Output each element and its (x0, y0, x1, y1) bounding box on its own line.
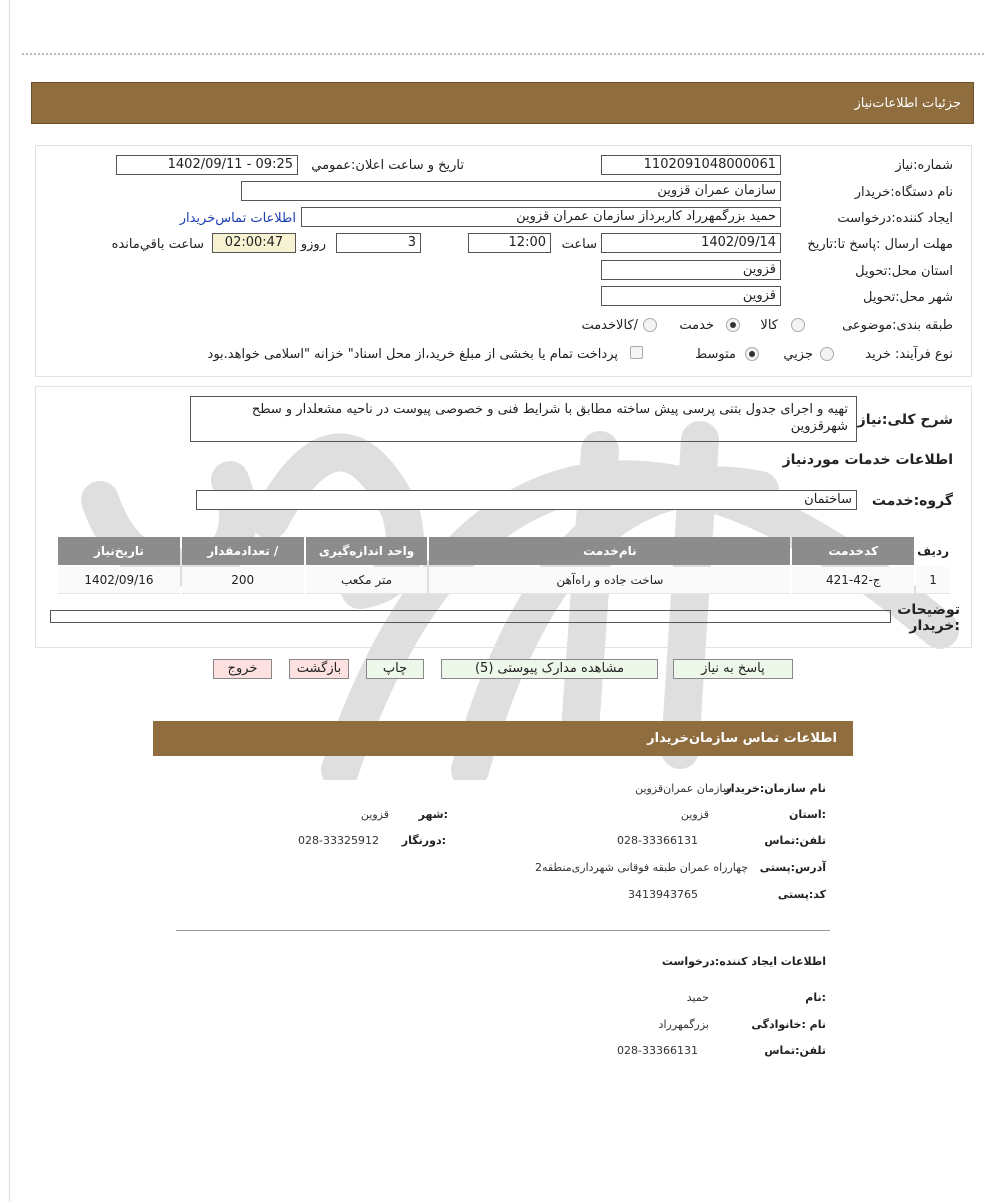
buyer-org-label: نام دستگاه:خریدار (854, 185, 953, 200)
announce-label: تاریخ و ساعت اعلان:عمومي (311, 158, 464, 173)
city-field: قزوین (601, 286, 781, 306)
table-header-row (58, 537, 950, 565)
need-info-panel (35, 145, 972, 377)
cell-row-number: 1 (916, 567, 950, 594)
service-group-field: ساختمان (196, 490, 857, 510)
process-option-medium: متوسط (695, 347, 736, 362)
city-label: شهر محل:تحویل (863, 290, 953, 305)
col-unit: واحد اندازه‌گیری (306, 537, 428, 565)
print-button[interactable]: چاپ (366, 659, 424, 679)
table-row (58, 567, 950, 594)
creator-name-label: :نام (805, 991, 826, 1004)
contact-postal-value: 3413943765 (628, 888, 698, 901)
breadcrumb: جزئیات اطلاعات‌نیاز (854, 96, 961, 111)
services-table (56, 535, 952, 596)
contact-city-value: قزوین (360, 808, 389, 821)
category-label: طبقه بندی:موضوعی (842, 318, 953, 333)
contact-province-label: :استان (789, 808, 826, 821)
service-group-label: گروه:خدمت (871, 493, 953, 509)
contact-address-value: چهارراه عمران طبقه فوقانی شهرداری‌منطقه2 (534, 861, 748, 874)
contact-province-value: قزوین (680, 808, 709, 821)
buyer-notes-label: توضیحات :خریدار (897, 602, 960, 634)
description-text: تهیه و اجرای جدول بتنی پرسی پیش ساخته مطابق با شرایط فنی و خصوصی پیوست در ناحیه مشعلدار و سطح شهرقزوین (190, 396, 857, 442)
province-field: قزوین (601, 260, 781, 280)
contact-org-value: سازمان عمران‌قزوین (635, 782, 732, 795)
col-service-name: نام‌خدمت (429, 537, 790, 565)
category-option-service: خدمت (679, 318, 714, 333)
services-heading: اطلاعات خدمات موردنیاز (782, 452, 953, 468)
col-row-number: ردیف (916, 537, 950, 565)
creator-phone-value: 028-33366131 (617, 1044, 698, 1057)
announce-date-field: 1402/09/11 - 09:25 (116, 155, 298, 175)
process-label: نوع فرآیند: خرید (865, 347, 953, 362)
creator-family-value: بزرگمهرراد (658, 1018, 709, 1031)
category-radio-goods[interactable] (791, 318, 805, 332)
buyer-contact-link[interactable]: اطلاعات تماس‌خریدار (179, 211, 296, 226)
description-label: شرح کلی:نیاز (857, 412, 953, 428)
col-need-date: تاریخ‌نیاز (58, 537, 180, 565)
category-radio-service[interactable] (726, 318, 740, 332)
contact-divider (176, 930, 830, 931)
contact-postal-label: کد:پستی (777, 888, 826, 901)
reply-button[interactable]: پاسخ به نیاز (673, 659, 793, 679)
deadline-time-field: 12:00 (468, 233, 551, 253)
days-field: 3 (336, 233, 421, 253)
remaining-time-field: 02:00:47 (212, 233, 296, 253)
cell-need-date: 1402/09/16 (58, 567, 180, 594)
page-left-border (9, 0, 10, 1202)
cell-service-name: ساخت جاده و راه‌آهن (429, 567, 790, 594)
top-dotted-divider (22, 53, 984, 55)
treasury-payment-checkbox[interactable] (630, 346, 643, 359)
deadline-time-label: ساعت (561, 237, 597, 252)
need-number-label: شماره:نیاز (895, 158, 953, 173)
buyer-contact-title: اطلاعات تماس سازمان‌خریدار (647, 731, 837, 746)
buyer-org-field: سازمان عمران قزوین (241, 181, 781, 201)
category-radio-goods-service[interactable] (643, 318, 657, 332)
creator-label: ایجاد کننده:درخواست (837, 211, 953, 226)
attachments-button[interactable]: مشاهده مدارک پیوستی (5) (441, 659, 658, 679)
treasury-payment-note: پرداخت تمام یا بخشی از مبلغ خرید،از محل اسناد" خزانه "اسلامی خواهد.بود (207, 347, 618, 362)
days-label: روزو (300, 237, 326, 252)
cell-service-code: ج-42-421 (792, 567, 914, 594)
province-label: استان محل:تحویل (855, 264, 953, 279)
category-option-goods-service: /کالاخدمت (581, 318, 638, 333)
col-quantity: / تعدادمقدار (182, 537, 304, 565)
process-option-minor: جزيي (783, 347, 813, 362)
back-button[interactable]: بازگشت (289, 659, 349, 679)
contact-org-label: نام سازمان:خریدار (724, 782, 826, 795)
buyer-notes-field (50, 610, 891, 623)
contact-phone-label: تلفن:تماس (764, 834, 826, 847)
creator-field: حمید بزرگمهرراد کاربرداز سازمان عمران قزوین (301, 207, 781, 227)
cell-quantity: 200 (182, 567, 304, 594)
creator-family-label: نام :خانوادگی (751, 1018, 826, 1031)
buyer-contact-header (153, 721, 853, 756)
deadline-date-field: 1402/09/14 (601, 233, 781, 253)
exit-button[interactable]: خروج (213, 659, 272, 679)
creator-info-title: اطلاعات ایجاد کننده:درخواست (661, 955, 826, 968)
cell-unit: متر مکعب (306, 567, 428, 594)
need-number-field: 1102091048000061 (601, 155, 781, 175)
col-service-code: کدخدمت (792, 537, 914, 565)
remaining-label: ساعت باقي‌مانده (111, 237, 204, 252)
contact-fax-label: :دورنگار (401, 834, 446, 847)
deadline-label: مهلت ارسال :پاسخ تا:تاریخ (807, 237, 953, 252)
page-header-bar (31, 82, 974, 124)
process-radio-medium[interactable] (745, 347, 759, 361)
category-option-goods: کالا (760, 318, 778, 333)
contact-phone-value: 028-33366131 (617, 834, 698, 847)
creator-name-value: حمید (686, 991, 709, 1004)
creator-phone-label: تلفن:تماس (764, 1044, 826, 1057)
contact-fax-value: 028-33325912 (298, 834, 379, 847)
contact-address-label: آدرس:پستی (759, 861, 826, 874)
process-radio-minor[interactable] (820, 347, 834, 361)
contact-city-label: :شهر (418, 808, 448, 821)
